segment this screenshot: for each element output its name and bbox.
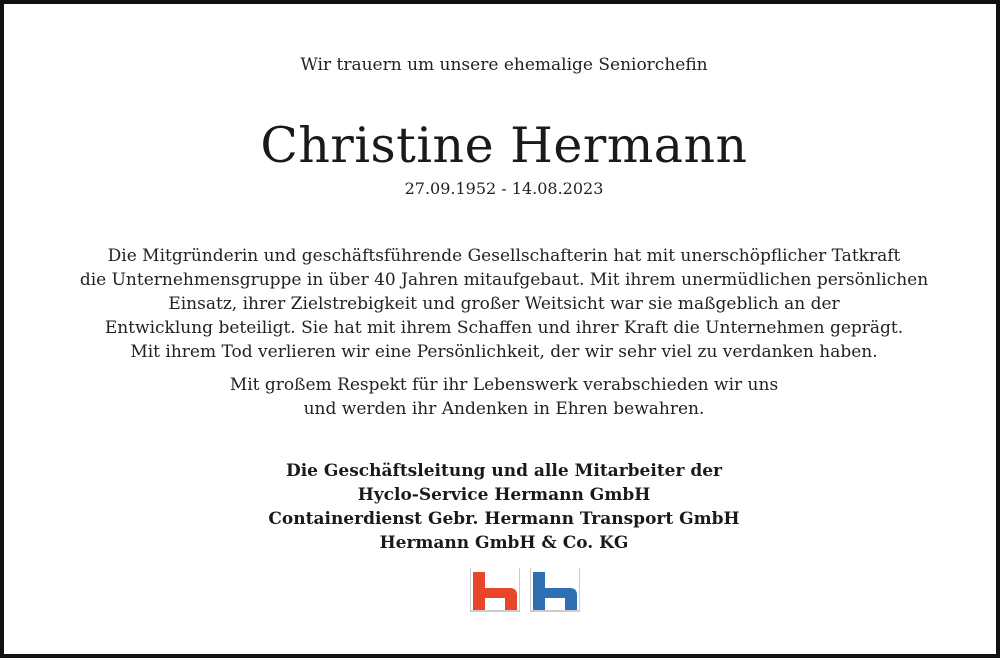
intro-line: Wir trauern um unsere ehemalige Seniorchefin [300, 55, 708, 75]
signer-line: Hyclo-Service Hermann GmbH [357, 485, 651, 505]
company-logos [470, 568, 582, 612]
tribute-line: Einsatz, ihrer Zielstrebigkeit und großer Weitsicht war sie maßgeblich an der [168, 294, 840, 314]
signer-line: Containerdienst Gebr. Hermann Transport GmbH [268, 509, 740, 529]
h-logo-red-icon [470, 568, 520, 612]
deceased-name: Christine Hermann [260, 117, 748, 174]
tribute-line: die Unternehmensgruppe in über 40 Jahren mitaufgebaut. Mit ihrem unermüdlichen persönlichen [79, 270, 929, 290]
signature-block [4, 459, 1000, 555]
tribute-line: Mit ihrem Tod verlieren wir eine Persönlichkeit, der wir sehr viel zu verdanken haben. [130, 342, 878, 362]
tribute-line: Die Mitgründerin und geschäftsführende Gesellschafterin hat mit unerschöpflicher Tatkraft [107, 246, 901, 266]
life-dates: 27.09.1952 - 14.08.2023 [404, 179, 604, 198]
h-logo-blue-icon [530, 568, 580, 612]
closing-line: und werden ihr Andenken in Ehren bewahren. [303, 399, 705, 419]
signer-line: Die Geschäftsleitung und alle Mitarbeiter der [285, 461, 723, 481]
closing-line: Mit großem Respekt für ihr Lebenswerk verabschieden wir uns [229, 375, 779, 395]
closing-paragraph [4, 373, 1000, 421]
tribute-paragraph [4, 244, 1000, 364]
tribute-line: Entwicklung beteiligt. Sie hat mit ihrem Schaffen und ihrer Kraft die Unternehmen geprägt. [104, 318, 904, 338]
signer-line: Hermann GmbH & Co. KG [379, 533, 629, 553]
